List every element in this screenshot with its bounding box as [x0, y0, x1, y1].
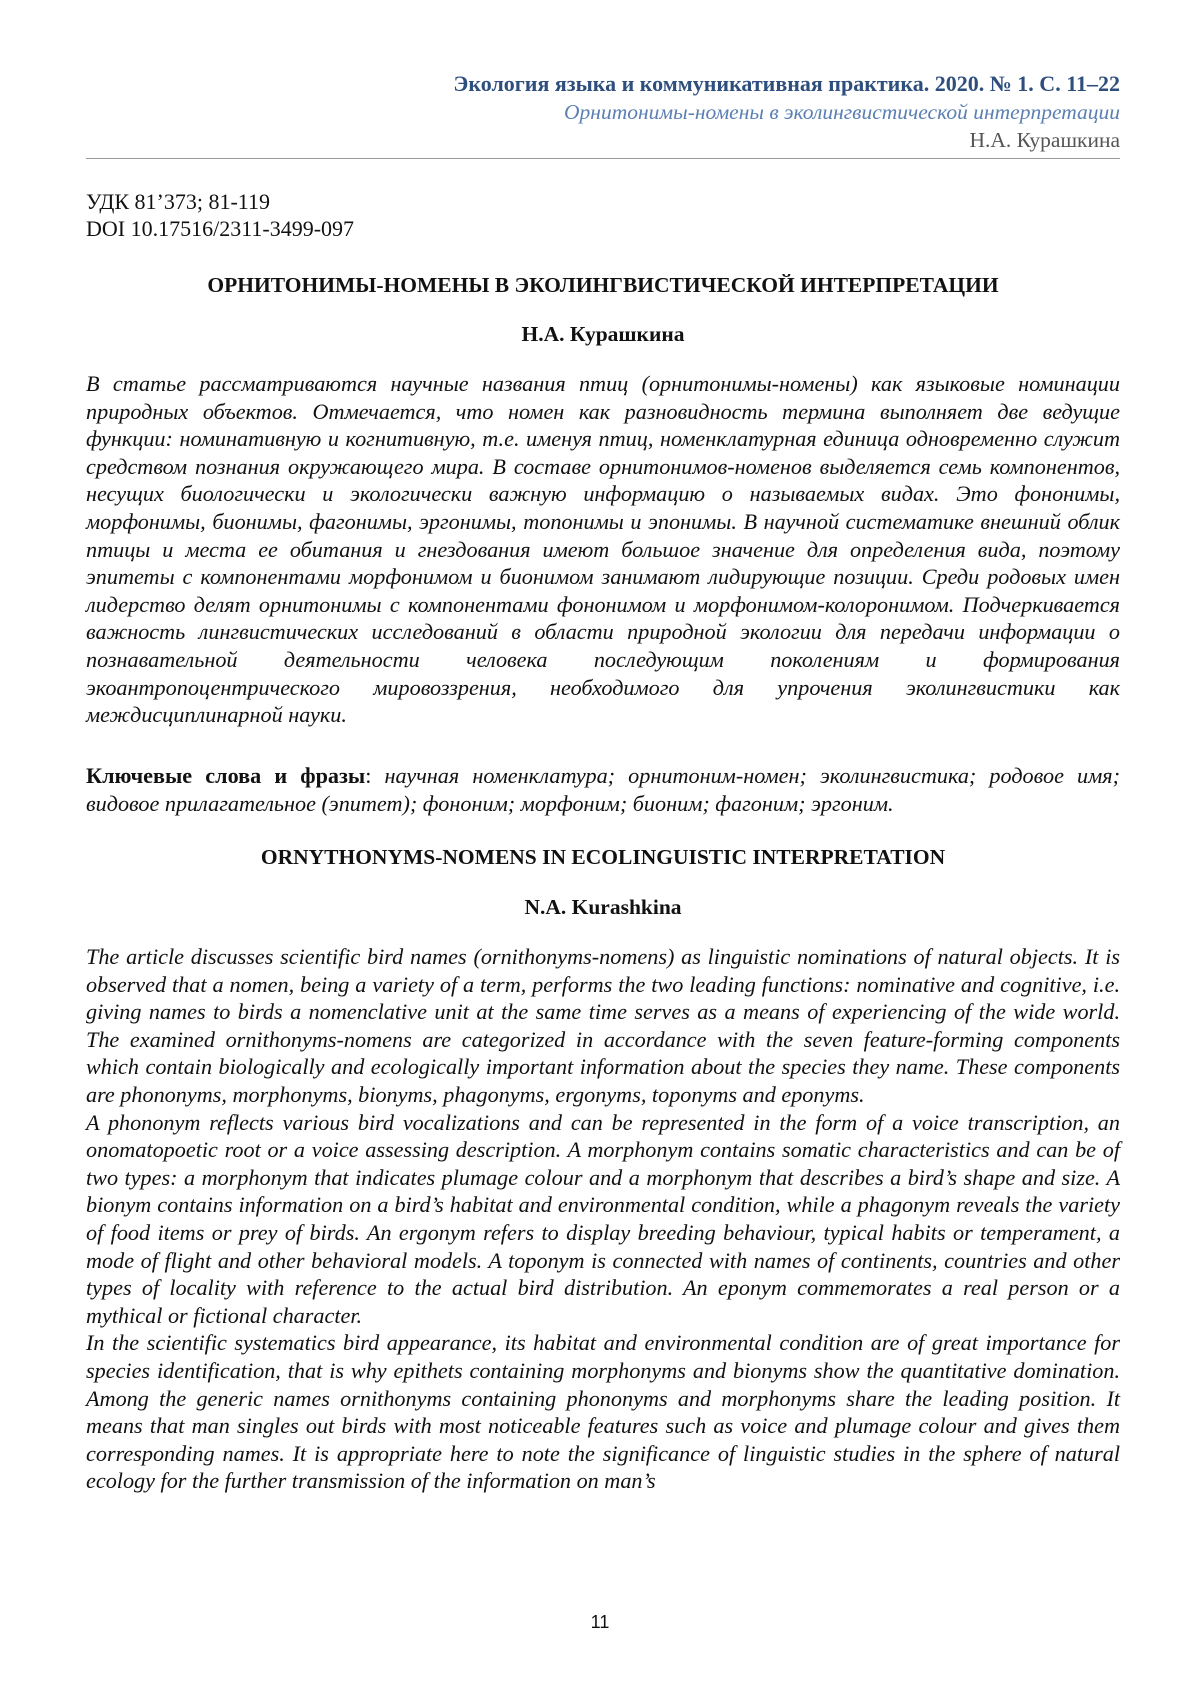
keywords-separator: : [365, 763, 385, 788]
doi: DOI 10.17516/2311-3499-097 [86, 216, 355, 241]
keywords-text: научная номенклатура; орнитоним-номен; эколингвистика; родовое имя; видовое прилагательное (эпитет); фононим; морфоним; бионим; фагоним; эргоним. [86, 763, 1120, 816]
ru-author-name: Н.А. Курашкина [521, 322, 685, 346]
ru-article-title: ОРНИТОНИМЫ-НОМЕНЫ В ЭКОЛИНГВИСТИЧЕСКОЙ ИНТЕРПРЕТАЦИИ [207, 273, 999, 297]
page-number: 11 [590, 1612, 610, 1632]
running-head [86, 70, 1120, 154]
en-article-title: ORNYTHONYMS-NOMENS IN ECOLINGUISTIC INTERPRETATION [260, 845, 946, 869]
ru-keywords [86, 762, 1120, 817]
keywords-label: Ключевые слова и фразы [86, 763, 366, 788]
ru-abstract: В статье рассматриваются научные названия птиц (орнитонимы-номены) как языковые номинации природных объектов. Отмечается, что номен как разновидность термина выполняет две ведущие функции: номинативную и когнитивную, т.е. именуя птиц, номенклатурная единица одновременно служит средством познания окружающего мира. В составе орнитонимов-номенов выделяется семь компонентов, несущих биологически и экологически важную информацию о называемых видах. Это фононимы, морфонимы, бионимы, фагонимы, эргонимы, топонимы и эпонимы. В научной систематике внешний облик птицы и места ее обитания и гнездования имеют большое значение для определения вида, поэтому эпитеты с компонентами морфонимом и бионимом занимают лидирующие позиции. Среди родовых имен лидерство делят орнитонимы с компонентами фононимом и морфонимом-колоронимом. Подчеркивается важность лингвистических исследований в области природной экологии для передачи информации о познавательной деятельности человека последующим поколениям и формирования экоантропоцентрического мировоззрения, необходимого для упрочения эколингвистики как междисциплинарной науки. [86, 371, 1120, 728]
en-abstract [86, 943, 1120, 1495]
article-meta [86, 188, 354, 242]
en-abstract-paragraph: The article discusses scientific bird names (ornithonyms-nomens) as linguistic nominations of natural objects. It is observed that a nomen, being a variety of a term, performs the two leading functions: nominative and cognitive, i.e. giving names to birds a nomenclative unit at the same time serves as a means of experiencing of the wide world. The examined ornithonyms-nomens are categorized in accordance with the seven feature-forming components which contain biologically and ecologically important information about the species they name. These components are phononyms, morphonyms, bionyms, phagonyms, ergonyms, toponyms and eponyms. [86, 944, 1120, 1107]
en-abstract-paragraph: A phononym reflects various bird vocalizations and can be represented in the form of a voice transcription, an onomatopoetic root or a voice assessing description. A morphonym contains somatic characteristics and can be of two types: a morphonym that indicates plumage colour and a morphonym that describes a bird’s shape and size. A bionym contains information on a bird’s habitat and environmental condition, while a phagonym reveals the variety of food items or prey of birds. An ergonym refers to display breeding behaviour, typical habits or temperament, a mode of flight and other behavioral models. A toponym is connected with names of continents, countries and other types of locality with reference to the actual bird distribution. An eponym commemorates a real person or a mythical or fictional character. [86, 1109, 1120, 1328]
udk-code: УДК 81’373; 81-119 [86, 189, 270, 214]
en-author-name: N.A. Kurashkina [524, 895, 682, 919]
header-divider [86, 158, 1120, 159]
running-author: Н.А. Курашкина [969, 128, 1120, 152]
en-abstract-paragraph: In the scientific systematics bird appearance, its habitat and environmental condition are of great importance for species identification, that is why epithets containing morphonyms and bionyms show the quantitative domination. Among the generic names ornithonyms containing phononyms and morphonyms share the leading position. It means that man singles out birds with most noticeable features such as voice and plumage colour and gives them corresponding names. It is appropriate here to note the significance of linguistic studies in the sphere of natural ecology for the further transmission of the information on man’s [86, 1330, 1120, 1494]
running-article-title: Орнитонимы-номены в эколингвистической интерпретации [564, 100, 1120, 124]
journal-citation: Экология языка и коммуникативная практика. 2020. № 1. С. 11–22 [453, 71, 1120, 96]
